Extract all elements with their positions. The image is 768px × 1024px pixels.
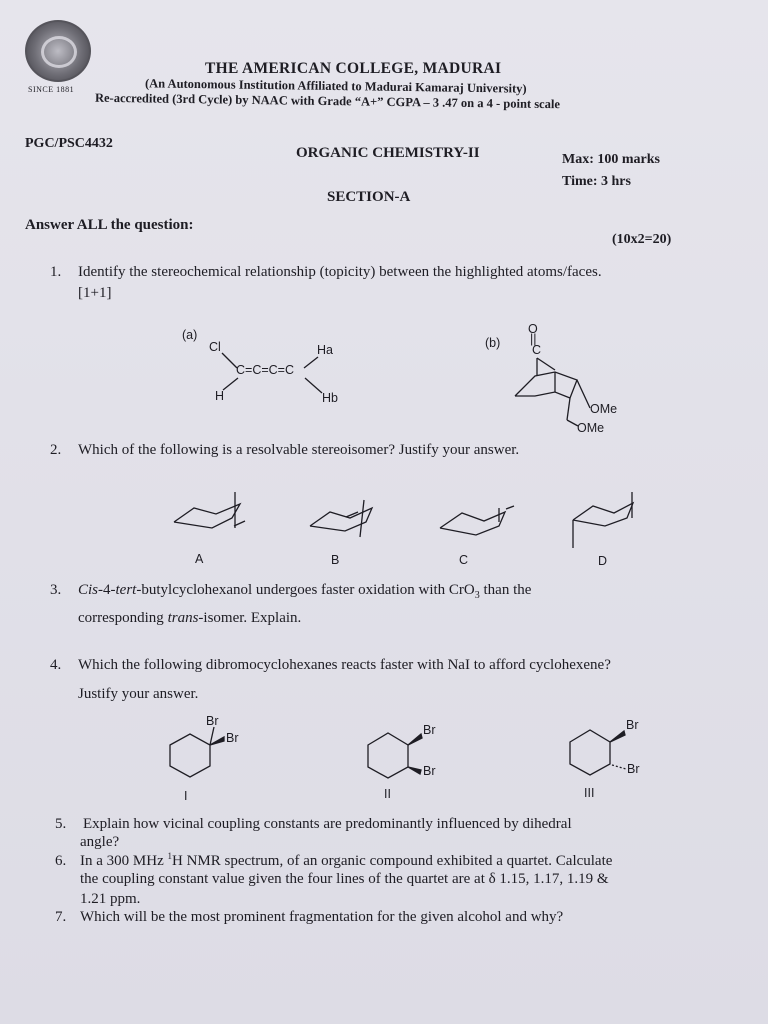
part-b-label: (b) xyxy=(485,336,501,350)
max-marks: Max: 100 marks xyxy=(562,152,660,167)
compound-i xyxy=(170,727,224,777)
question-text: Which the following dibromocyclohexanes reacts faster with NaI to afford cyclohexene? xyxy=(78,657,611,673)
trans-text: trans xyxy=(167,610,199,626)
instruction-text: Answer ALL the question: xyxy=(25,217,194,233)
br-label-i-1: Br xyxy=(206,714,219,728)
br-label-i-2: Br xyxy=(226,731,239,745)
question-text: Explain how vicinal coupling constants are predominantly influenced by dihedral xyxy=(83,816,572,832)
br-label-ii-2: Br xyxy=(423,764,436,778)
q3-line2a: corresponding xyxy=(78,610,168,626)
question-number: 6. xyxy=(55,853,67,869)
q3-line2b: -isomer. Explain. xyxy=(198,610,302,626)
question-6-line2: the coupling constant value given the four lines of the quartet are at δ 1.15, 1.17, 1.19 & xyxy=(80,871,609,887)
reaccreditation-text: Re-accredited (3rd Cycle) by NAAC with Grade “A+” CGPA – 3 .47 on a 4 - point scale xyxy=(94,90,561,112)
question-text: Identify the stereochemical relationship (topicity) between the highlighted atoms/faces. xyxy=(78,264,602,280)
compound-iii xyxy=(570,730,626,775)
section-title: SECTION-A xyxy=(327,189,411,205)
cis-text: Cis xyxy=(78,582,99,598)
subscript-3: 3 xyxy=(474,590,480,601)
question-number: 2. xyxy=(50,442,62,458)
q6-line1b: H NMR spectrum, of an organic compound exhibited a quartet. Calculate xyxy=(171,853,613,869)
affiliation-text: (An Autonomous Institution Affiliated to Madurai Kamaraj University) xyxy=(144,76,527,96)
hydrogen-label: H xyxy=(215,389,225,403)
q6-line1a: In a 300 MHz xyxy=(80,853,168,869)
part-a-label: (a) xyxy=(182,328,198,342)
marks-scheme: (10x2=20) xyxy=(612,232,672,247)
exam-time: Time: 3 hrs xyxy=(562,174,631,189)
br-label-ii-1: Br xyxy=(423,723,436,737)
chair-label-d: D xyxy=(598,554,608,568)
q3-part2: -butylcyclohexanol undergoes faster oxidation with CrO xyxy=(136,582,475,598)
question-4-line2: Justify your answer. xyxy=(78,686,199,702)
hb-label: Hb xyxy=(322,391,338,405)
cumulene-chain: C=C=C=C xyxy=(236,363,295,377)
question-5 xyxy=(55,816,572,833)
superscript-1: 1 xyxy=(167,851,172,861)
compound-label-ii: II xyxy=(384,787,391,801)
compound-ii xyxy=(368,733,422,778)
carbonyl-carbon-label: C xyxy=(532,343,542,357)
chair-label-c: C xyxy=(459,553,469,567)
ome-label-2: OMe xyxy=(577,421,605,435)
double-bond-mark: || xyxy=(530,332,537,346)
compound-label-i: I xyxy=(184,789,188,803)
ha-label: Ha xyxy=(317,343,333,357)
ome-label-1: OMe xyxy=(590,402,618,416)
br-label-iii-1: Br xyxy=(626,718,639,732)
br-label-iii-2: Br xyxy=(627,762,640,776)
compound-label-iii: III xyxy=(584,786,595,800)
question-text: Which of the following is a resolvable stereoisomer? Justify your answer. xyxy=(78,442,520,458)
question-number: 3. xyxy=(50,582,62,598)
question-number: 4. xyxy=(50,657,62,673)
question-7 xyxy=(55,909,563,926)
question-6 xyxy=(55,851,612,870)
q3-part1: -4- xyxy=(98,582,116,598)
question-5-line2: angle? xyxy=(80,834,120,850)
question-number: 5. xyxy=(55,816,67,832)
course-code: PGC/PSC4432 xyxy=(25,136,113,151)
question-text: Which will be the most prominent fragmentation for the given alcohol and why? xyxy=(80,909,564,925)
tert-text: tert xyxy=(115,582,137,598)
chair-label-b: B xyxy=(331,553,340,567)
question-number: 1. xyxy=(50,264,62,280)
chlorine-label: Cl xyxy=(209,340,221,354)
since-text: SINCE 1881 xyxy=(28,85,75,94)
question-6-line3: 1.21 ppm. xyxy=(80,891,141,907)
question-1-marks: [1+1] xyxy=(78,285,112,301)
oxygen-label: O xyxy=(528,322,538,336)
college-name: THE AMERICAN COLLEGE, MADURAI xyxy=(205,60,502,77)
chair-label-a: A xyxy=(195,552,204,566)
question-number: 7. xyxy=(55,909,67,925)
q3-part3: than the xyxy=(479,582,532,598)
subject-title: ORGANIC CHEMISTRY-II xyxy=(296,145,480,161)
